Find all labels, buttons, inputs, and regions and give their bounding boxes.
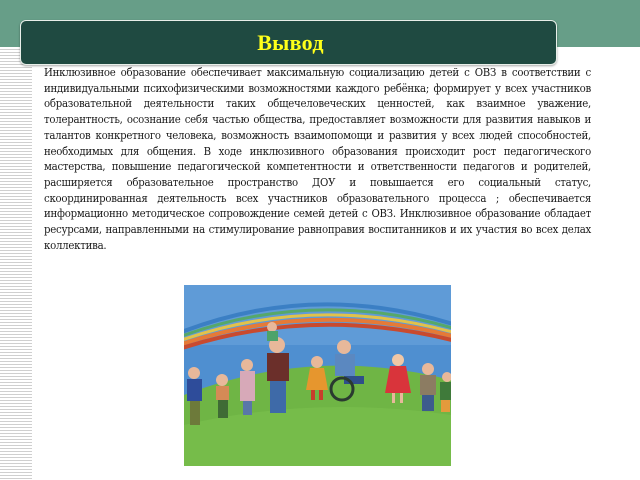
slide-body-text: Инклюзивное образование обеспечивает максимальную социализацию детей с ОВЗ в соответствии с индивидуальными психофизическими возможностями каждого ребёнка; формирует у всех участников образовательной деятельности таких общечеловеческих ценностей, как взаимное уважение, толерантность, осознание себя частью общества, предоставляет возможности для развития навыков и талантов конкретного человека, возможность взаимопомощи и развития у всех людей способностей, необходимых для общения. В ходе инклюзивного образования происходит рост педагогического мастерства, повышение педагогической компетентности и ответственности педагогов и родителей, расширяется образовательное пространство ДОУ и повышается его социальный статус, скоординированная деятельность всех участников образовательного процесса ; обеспечивается информационно методическое сопровождение семей детей с ОВЗ. Инклюзивное образование обладает ресурсами, направленными на стимулирование равноправия воспитанников и их участия во всех делах коллектива. — [44, 66, 591, 252]
slide-title: Вывод — [257, 29, 324, 55]
children-drawing-image — [184, 285, 451, 466]
title-banner — [20, 20, 557, 65]
left-striped-border — [0, 47, 32, 480]
